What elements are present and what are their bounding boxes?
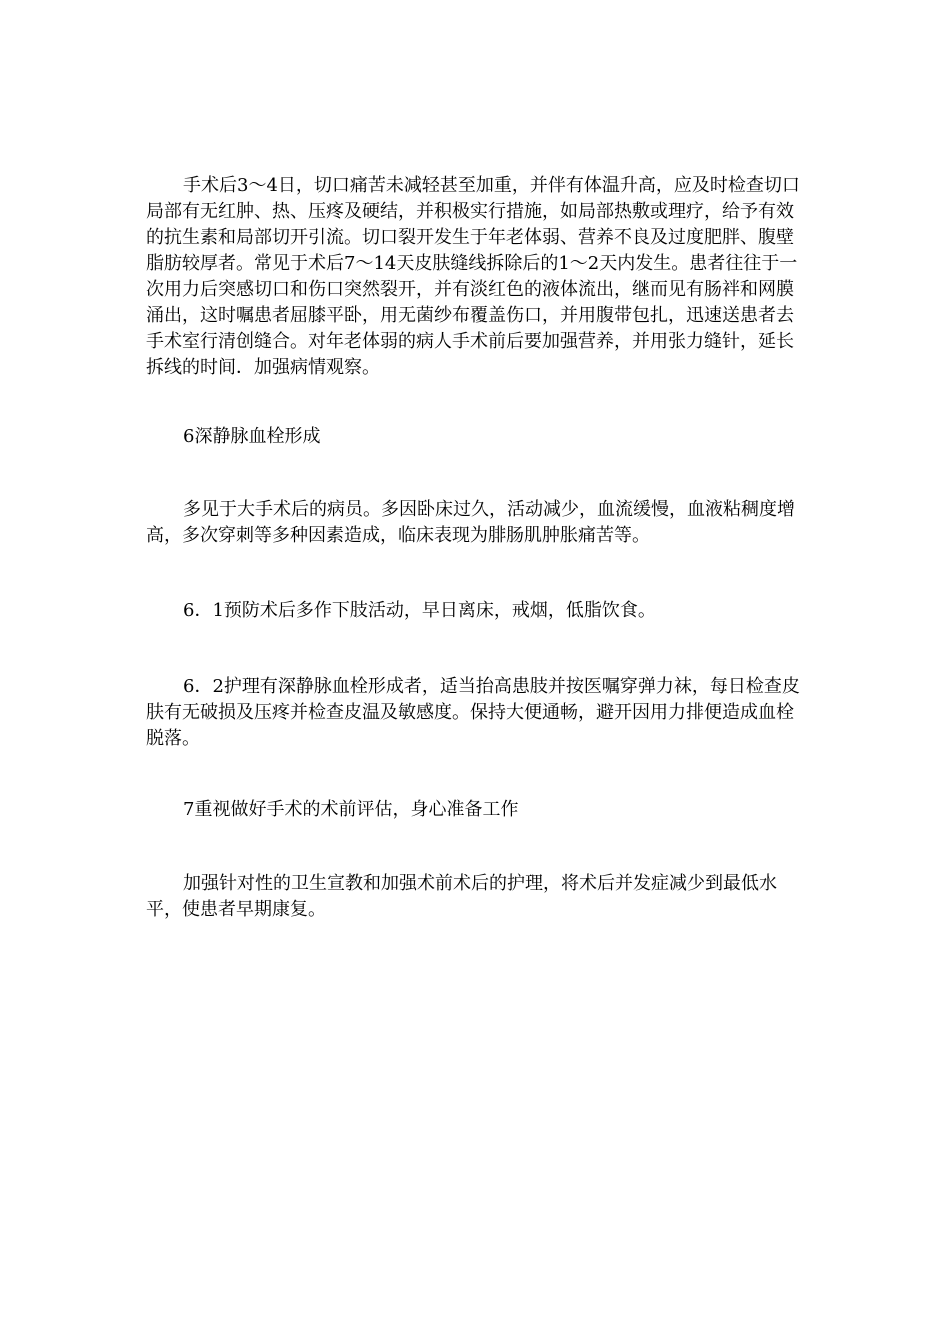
heading-dvt: 6深静脉血栓形成 [183,426,321,447]
paragraph-dvt-causes: 多见于大手术后的病员。多因卧床过久，活动减少，血流缓慢，血液粘稠度增高，多次穿刺等多种因素造成，临床表现为腓肠肌肿胀痛苦等。 [146,499,795,546]
paragraph-health-education: 加强针对性的卫生宣教和加强术前术后的护理，将术后并发症减少到最低水平，使患者早期康复。 [146,873,777,920]
paragraph-incision-care: 手术后3～4日，切口痛苦未减轻甚至加重，并伴有体温升高，应及时检查切口局部有无红肿、热、压疼及硬结，并积极实行措施，如局部热敷或理疗，给予有效的抗生素和局部切开引流。切口裂开发生于年老体弱、营养不良及过度肥胖、腹壁脂肪较厚者。常见于术后7～14天皮肤缝线拆除后的1～2天内发生。患者往往于一次用力后突感切口和伤口突然裂开，并有淡红色的液体流出，继而见有肠袢和网膜涌出，这时嘱患者屈膝平卧，用无菌纱布覆盖伤口，并用腹带包扎，迅速送患者去手术室行清创缝合。对年老体弱的病人手术前后要加强营养，并用张力缝针，延长拆线的时间．加强病情观察。 [146,175,800,378]
heading-preop-assessment: 7重视做好手术的术前评估，身心准备工作 [183,799,519,820]
item-dvt-prevention: 6．1预防术后多作下肢活动，早日离床，戒烟，低脂饮食。 [183,600,656,621]
item-dvt-nursing: 6．2护理有深静脉血栓形成者，适当抬高患肢并按医嘱穿弹力袜，每日检查皮肤有无破损及压疼并检查皮温及敏感度。保持大便通畅，避开因用力排便造成血栓脱落。 [146,676,800,749]
